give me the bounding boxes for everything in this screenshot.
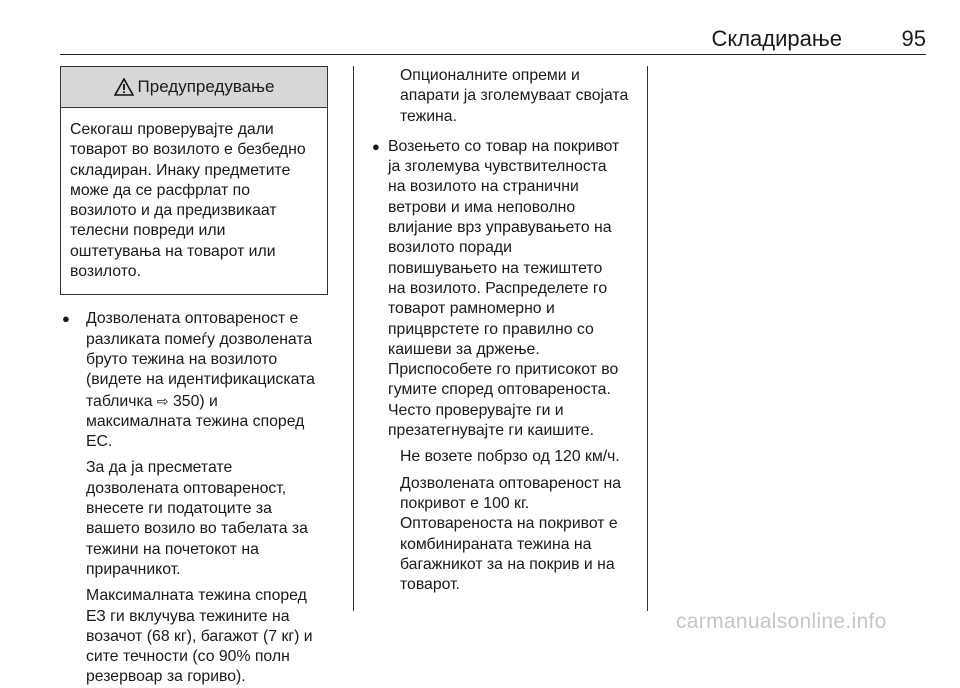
text-line: товарот рамномерно и <box>388 300 555 318</box>
text-line: Приспособете го притисокот во <box>388 361 619 379</box>
warning-line: Секогаш проверувајте дали <box>70 121 274 138</box>
text-line: прицврстете го правилно со <box>388 320 594 338</box>
text-line: на возилото на странични <box>388 178 579 196</box>
paragraph-optional-equipment <box>386 66 636 127</box>
column-1 <box>60 66 344 688</box>
paragraph-roof-capacity <box>386 474 636 596</box>
warning-box <box>60 66 328 295</box>
text-line: возачот (68 кг), багажот (7 кг) и <box>86 627 313 645</box>
text-line: Максималната тежина според <box>86 587 307 605</box>
text-line: презатегнувајте ги каишите. <box>388 422 594 440</box>
text-line: Дозволената оптовареност е <box>86 310 299 328</box>
text-line: сите течности (со 90% полн <box>86 648 290 666</box>
text-line: покривот е 100 кг. <box>400 494 530 512</box>
text-line: Оптовареноста на покривот е <box>400 515 618 533</box>
text-line: За да ја пресметате <box>86 459 233 477</box>
paragraph-speed-limit <box>386 447 636 467</box>
page-number: 95 <box>901 26 926 51</box>
page-header <box>60 26 926 52</box>
text-line: Често проверувајте ги и <box>388 401 564 419</box>
warning-line: складиран. Инаку предметите <box>70 161 291 179</box>
warning-line: телесни повреди или <box>70 222 226 240</box>
warning-text <box>61 108 327 294</box>
warning-line: возилото. <box>70 263 141 281</box>
warning-title: Предупредување <box>137 76 275 96</box>
text-line: Дозволената оптовареност на <box>400 474 622 492</box>
warning-line: оштетувања на товарот или <box>70 242 276 260</box>
page-reference-arrow-icon[interactable]: ⇨ <box>156 392 169 409</box>
text-line: тежини на почетокот на <box>86 540 259 558</box>
header-rule <box>60 54 926 55</box>
text-line: дозволената оптовареност, <box>86 479 287 497</box>
text-line: на возилото. Распределете го <box>388 279 608 297</box>
paragraph-max-weight <box>60 586 344 687</box>
text-line: Опционалните опреми и <box>400 67 580 84</box>
section-title: Складирање <box>711 26 842 51</box>
text-line: Не возете побрзо од 120 км/ч. <box>400 448 620 466</box>
text-line: гумите според оптовареноста. <box>388 381 611 399</box>
text-line: вашето возило во табелата за <box>86 520 308 538</box>
page-reference[interactable]: 350) и <box>173 392 218 410</box>
text-line <box>86 391 344 412</box>
text-line: резервоар за гориво). <box>86 668 246 686</box>
text-line: внесете ги податоците за <box>86 500 272 518</box>
text-segment: табличка <box>86 392 153 410</box>
text-line: ЕЗ ги вклучува тежините на <box>86 607 290 625</box>
text-line: влијание врз управувањето на <box>388 219 612 237</box>
text-line: ја зголемува чувствителноста <box>388 158 607 176</box>
text-line: каишеви за држење. <box>388 340 540 358</box>
text-line: возилото поради <box>388 239 512 257</box>
text-line: комбинираната тежина на <box>400 535 592 553</box>
text-line: товарот. <box>400 576 460 594</box>
column-divider-2 <box>647 66 648 611</box>
text-line: максималната тежина според <box>86 412 305 430</box>
text-line: Возењето со товар на покривот <box>388 137 620 155</box>
column-2 <box>372 66 636 595</box>
warning-line: товарот во возилото е безбедно <box>70 141 306 159</box>
paragraph-calculate <box>60 458 344 580</box>
warning-line: може да се расфрлат по <box>70 181 251 199</box>
warning-triangle-icon <box>114 78 134 96</box>
bullet-roof-load <box>374 137 636 441</box>
warning-header <box>61 67 327 108</box>
text-line: прирачникот. <box>86 560 181 578</box>
text-line: апарати ја зголемуваат својата <box>400 87 629 105</box>
text-line: тежина. <box>400 107 457 125</box>
bullet-dot-icon: ● <box>372 138 380 154</box>
text-line: ветрови и има неповолно <box>388 198 576 216</box>
bullet-dot-icon: ● <box>62 311 70 327</box>
watermark: carmanualsonline.info <box>676 610 887 633</box>
bullet-load-capacity <box>60 309 344 452</box>
text-line: ЕС. <box>86 433 113 451</box>
column-divider-1 <box>353 66 354 611</box>
text-line: бруто тежина на возилото <box>86 350 278 368</box>
text-line: повишувањето на тежиштето <box>388 259 603 277</box>
text-line: разликата помеѓу дозволената <box>86 330 313 348</box>
text-line: багажникот за на покрив и на <box>400 555 615 573</box>
warning-line: возилото и да предизвикаат <box>70 202 277 220</box>
text-line: (видете на идентификациската <box>86 371 315 389</box>
